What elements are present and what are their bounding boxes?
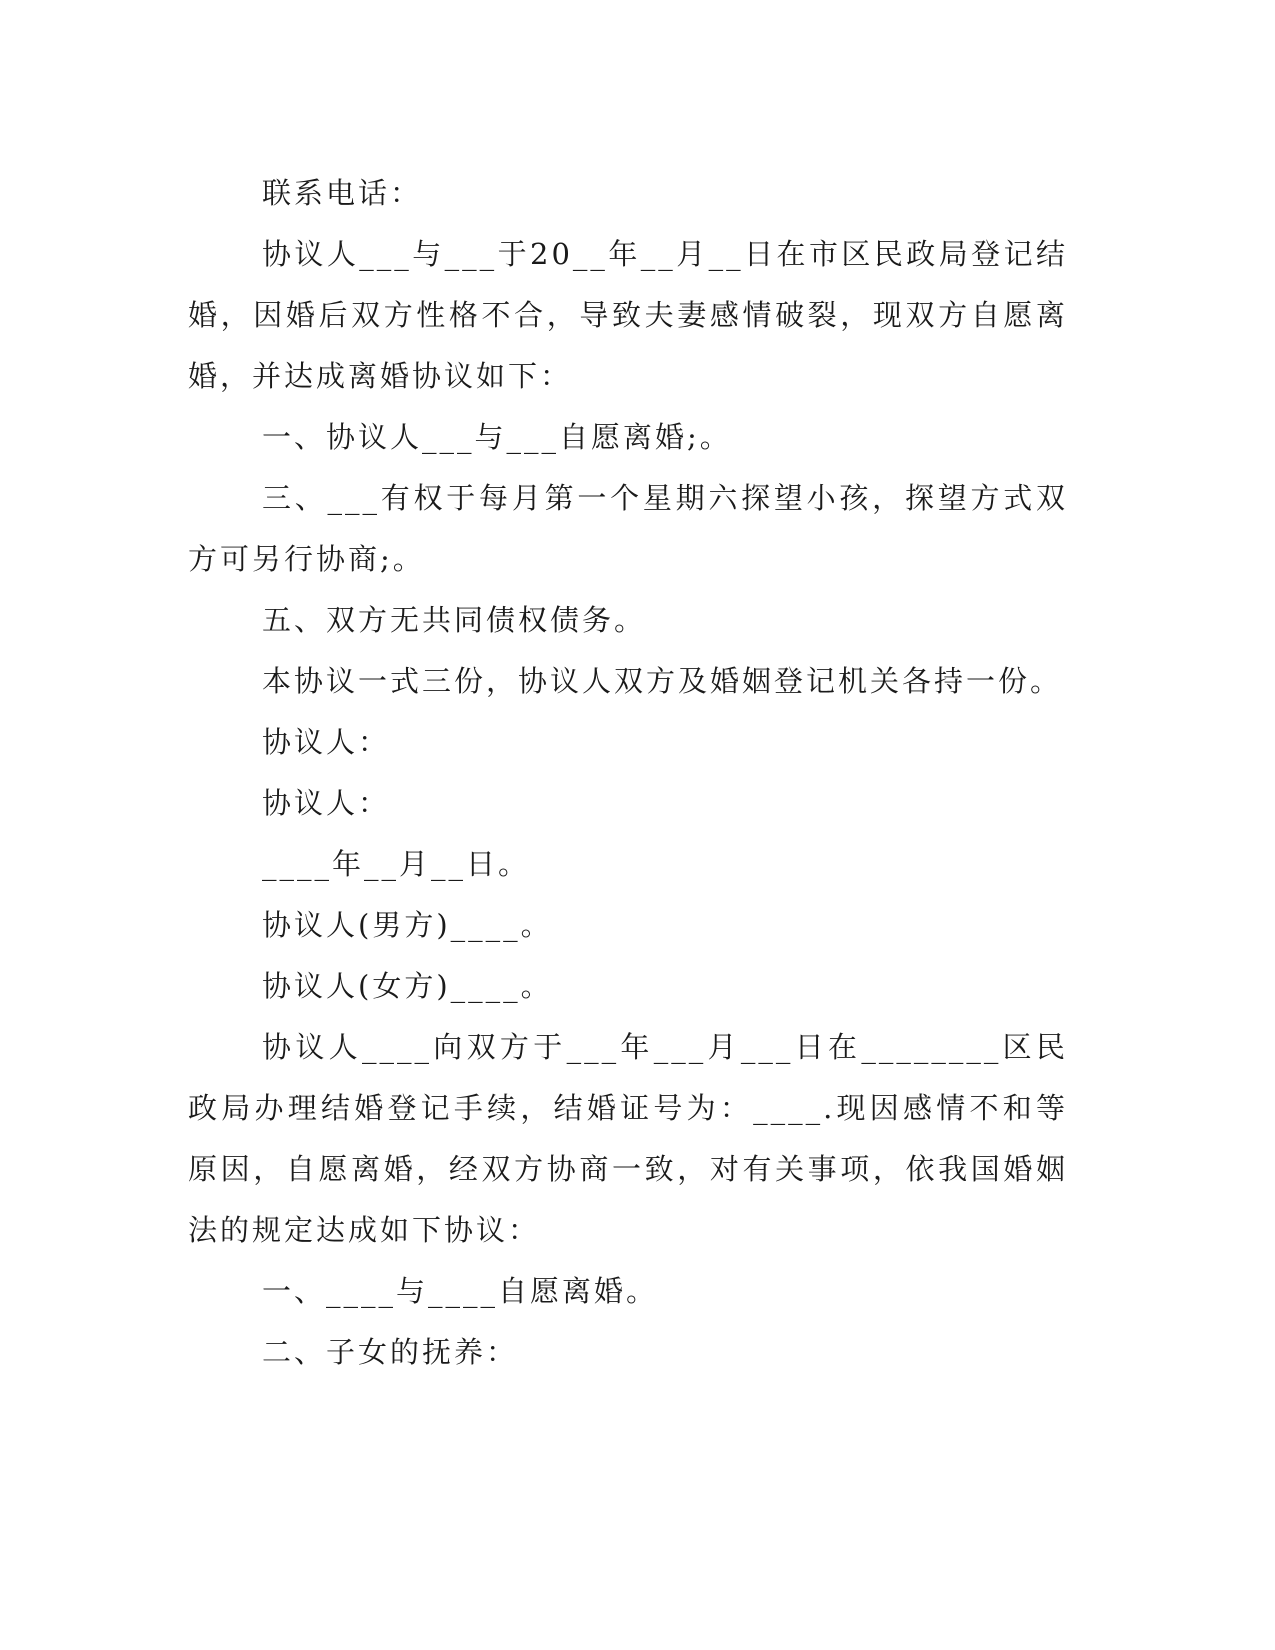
- clause-five: 五、双方无共同债权债务。: [262, 603, 647, 637]
- clause-one: 一、协议人___与___自愿离婚;。: [262, 420, 732, 454]
- signer-line-1: 协议人：: [262, 725, 391, 759]
- date-line: ____年__月__日。: [262, 847, 531, 881]
- document-body: [188, 163, 1068, 1383]
- copies-statement: 本协议一式三份，协议人双方及婚姻登记机关各持一份。: [262, 664, 1063, 698]
- second-clause-two: 二、子女的抚养：: [262, 1335, 519, 1369]
- second-agreement-intro-paragraph: 协议人____向双方于___年___月___日在________区民政局办理结婚登记手续，结婚证号为：____.现因感情不和等原因，自愿离婚，经双方协商一致，对有关事项，依我国婚姻法的规定达成如下协议：: [188, 1030, 1068, 1247]
- signer-female-line: 协议人(女方)____。: [262, 969, 553, 1003]
- contact-phone-line: 联系电话：: [262, 176, 423, 210]
- clause-three: 三、___有权于每月第一个星期六探望小孩，探望方式双方可另行协商;。: [188, 481, 1068, 576]
- signer-line-2: 协议人：: [262, 786, 391, 820]
- signer-male-line: 协议人(男方)____。: [262, 908, 553, 942]
- second-clause-one: 一、____与____自愿离婚。: [262, 1274, 659, 1308]
- agreement-intro-paragraph: 协议人___与___于20__年__月__日在市区民政局登记结婚，因婚后双方性格不合，导致夫妻感情破裂，现双方自愿离婚，并达成离婚协议如下：: [188, 237, 1068, 393]
